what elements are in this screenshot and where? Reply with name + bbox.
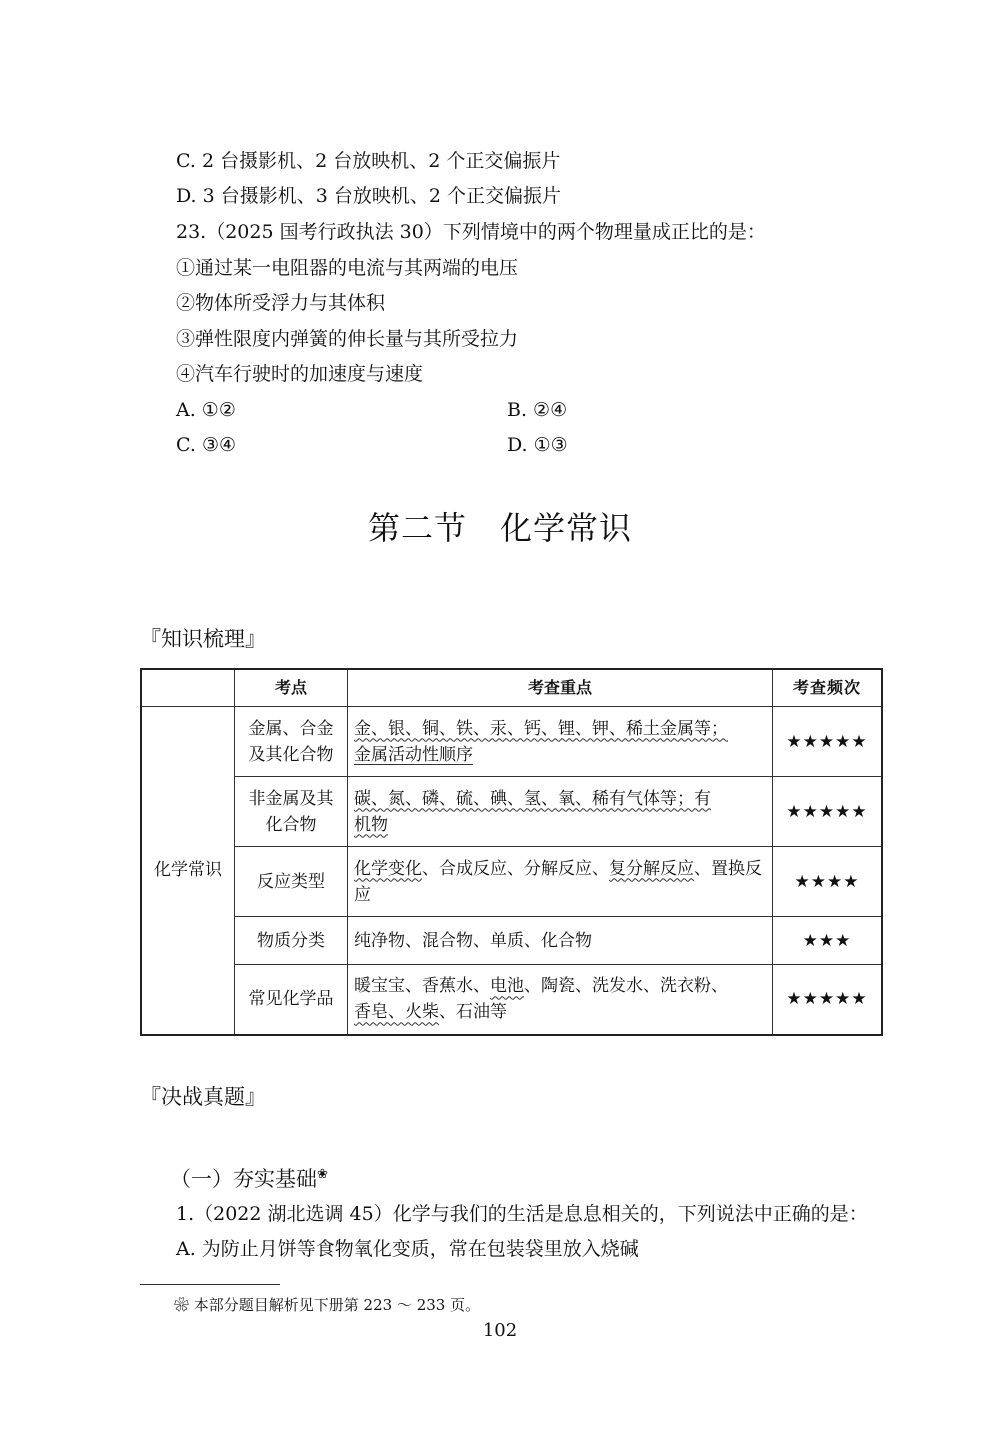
knowledge-label xyxy=(140,626,266,652)
note-mark-icon: ❀ xyxy=(317,1167,328,1182)
table-category-cell: 化学常识 xyxy=(141,707,235,1035)
table-row xyxy=(141,965,882,1035)
table-header-row xyxy=(141,669,882,707)
table-frequency-cell: ★★★ xyxy=(773,917,883,965)
bracket-close-icon: 』 xyxy=(245,1085,266,1109)
table-topic-cell: 常见化学品 xyxy=(235,965,348,1035)
table-frequency-cell: ★★★★★ xyxy=(773,777,883,847)
focus-text: 机物 xyxy=(354,814,388,835)
q23-item-3: ③弹性限度内弹簧的伸长量与其所受拉力 xyxy=(176,328,519,350)
subsection-title: （一）夯实基础 xyxy=(170,1167,317,1191)
q23-option-b: B. ②④ xyxy=(507,399,568,421)
focus-text: 电池 xyxy=(490,976,524,997)
focus-text: 香皂、火柴 xyxy=(354,1002,439,1023)
table-focus-cell: 纯净物、混合物、单质、化合物 xyxy=(348,917,773,965)
q23-item-2: ②物体所受浮力与其体积 xyxy=(176,292,386,314)
table-topic-cell: 反应类型 xyxy=(235,847,348,917)
bracket-close-icon: 』 xyxy=(245,627,266,651)
q22-option-c: C. 2 台摄影机、2 台放映机、2 个正交偏振片 xyxy=(176,150,561,172)
bracket-open-icon: 『 xyxy=(140,627,161,651)
table-topic-cell: 金属、合金及其化合物 xyxy=(235,707,348,777)
subsection-heading xyxy=(170,1162,328,1192)
bracket-open-icon: 『 xyxy=(140,1085,161,1109)
table-frequency-cell: ★★★★★ xyxy=(773,965,883,1035)
table-focus-cell xyxy=(348,777,773,847)
q23-option-a: A. ①② xyxy=(176,399,236,421)
focus-text: 金、银、铜、铁、汞、钙、锂、钾、稀土金属等； xyxy=(354,718,728,739)
focus-text: 、合成反应、分解反应、 xyxy=(422,858,609,879)
focus-text: 化学变化 xyxy=(354,858,422,879)
table-header-focus: 考查重点 xyxy=(348,669,773,707)
focus-text: 、置换反应 xyxy=(354,858,762,905)
knowledge-label-text: 知识梳理 xyxy=(161,627,245,651)
table-focus-cell xyxy=(348,965,773,1035)
q23-stem: 23.（2025 国考行政执法 30）下列情境中的两个物理量成正比的是： xyxy=(176,221,766,243)
q23-item-4: ④汽车行驶时的加速度与速度 xyxy=(176,363,424,385)
q23-option-c: C. ③④ xyxy=(176,434,237,456)
focus-text: 暖宝宝、香蕉水、 xyxy=(354,976,490,997)
section-title: 第二节 化学常识 xyxy=(367,509,632,547)
footnote-divider xyxy=(140,1284,280,1285)
table-header-frequency: 考查频次 xyxy=(773,669,883,707)
q1-option-a: A. 为防止月饼等食物氧化变质，常在包装袋里放入烧碱 xyxy=(176,1238,639,1260)
table-header-topic: 考点 xyxy=(235,669,348,707)
knowledge-table xyxy=(140,668,883,1036)
q1-stem: 1.（2022 湖北选调 45）化学与我们的生活是息息相关的，下列说法中正确的是： xyxy=(176,1203,868,1225)
table-frequency-cell: ★★★★★ xyxy=(773,707,883,777)
footnote: ❀ 本部分题目解析见下册第 223 ～ 233 页。 xyxy=(174,1296,481,1314)
table-row xyxy=(141,707,882,777)
table-row xyxy=(141,777,882,847)
table-topic-cell: 物质分类 xyxy=(235,917,348,965)
q23-option-d: D. ①③ xyxy=(507,434,568,456)
focus-text: 、石油等 xyxy=(439,1002,507,1023)
table-topic-cell: 非金属及其化合物 xyxy=(235,777,348,847)
table-header-category xyxy=(141,669,235,707)
focus-text: 金属活动性顺序 xyxy=(354,744,473,765)
focus-text: 、陶瓷、洗发水、洗衣粉、 xyxy=(524,976,728,997)
focus-text: 复分解反应 xyxy=(609,858,694,879)
q23-item-1: ①通过某一电阻器的电流与其两端的电压 xyxy=(176,257,519,279)
table-row xyxy=(141,917,882,965)
exam-label xyxy=(140,1084,266,1110)
table-focus-cell xyxy=(348,707,773,777)
page-number: 102 xyxy=(482,1320,518,1341)
table-row xyxy=(141,847,882,917)
focus-text: 碳、氮、磷、硫、碘、氢、氧、稀有气体等；有 xyxy=(354,788,711,809)
table-frequency-cell: ★★★★ xyxy=(773,847,883,917)
exam-label-text: 决战真题 xyxy=(161,1085,245,1109)
q22-option-d: D. 3 台摄影机、3 台放映机、2 个正交偏振片 xyxy=(176,185,562,207)
table-focus-cell xyxy=(348,847,773,917)
